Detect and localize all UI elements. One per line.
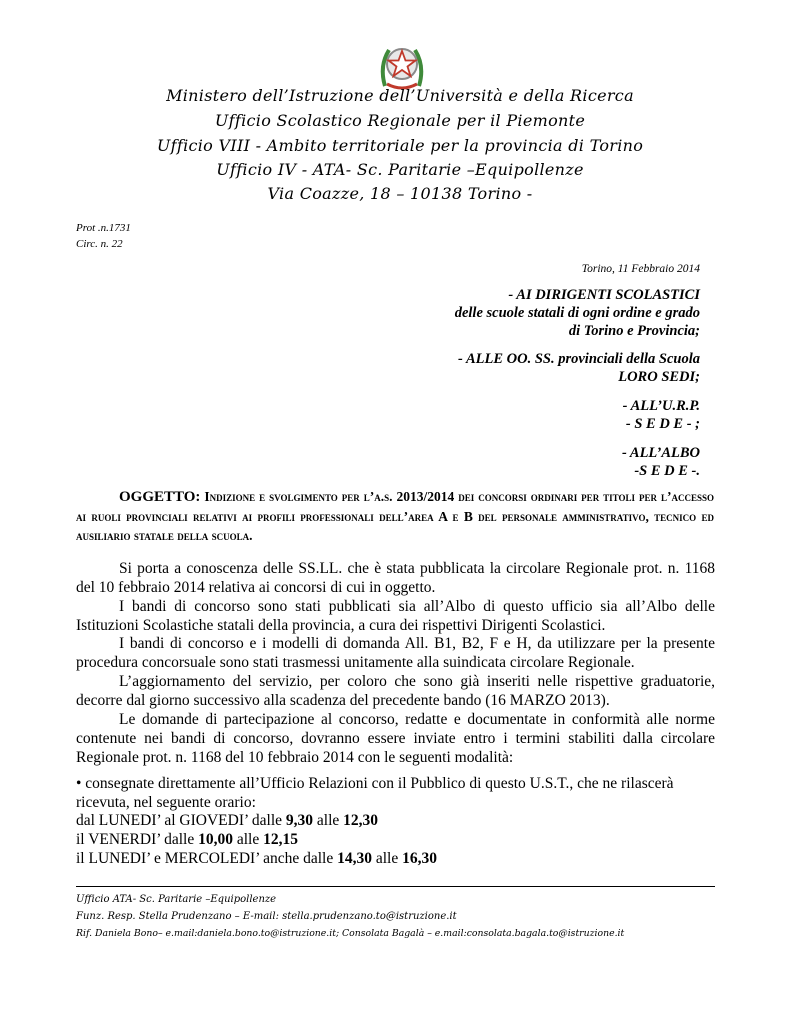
recipient-line: di Torino e Provincia;: [568, 323, 700, 339]
office-hours-row: [76, 831, 736, 850]
footer-divider: [76, 886, 715, 887]
delivery-method-bullet: • consegnate direttamente all’Ufficio Relazioni con il Pubblico di questo U.S.T., che ne rilascerà ricevuta, nel seguente orario:: [76, 775, 674, 811]
office-hours: [76, 812, 736, 868]
hours-to: 16,30: [402, 849, 437, 867]
hours-to-word: alle: [372, 849, 403, 867]
protocol-number: Prot .n.1731: [76, 222, 131, 234]
recipient-albo: [622, 444, 700, 480]
header-ministry: Ministero dell’Istruzione dell’Università e della Ricerca: [166, 86, 634, 105]
recipient-line: - AI DIRIGENTI SCOLASTICI: [508, 287, 700, 303]
body-paragraph-4: L’aggiornamento del servizio, per coloro che sono già inseriti nelle rispettive graduatorie, decorre dal giorno successivo alla scadenza del precedente bando (16 MARZO 2013).: [76, 673, 715, 709]
circular-number: Circ. n. 22: [76, 238, 123, 250]
letter-date: Torino, 11 Febbraio 2014: [581, 263, 700, 275]
recipient-line: - ALLE OO. SS. provinciali della Scuola: [458, 351, 700, 367]
recipient-line: - ALL’ALBO: [621, 445, 700, 461]
recipient-school-heads: [455, 286, 700, 340]
subject-label: OGGETTO:: [119, 489, 201, 505]
recipient-line: -S E D E -.: [634, 463, 700, 479]
recipient-line: - ALL’U.R.P.: [622, 398, 700, 414]
footer-references: Rif. Daniela Bono– e.mail:daniela.bono.to@istruzione.it; Consolata Bagalà – e.mail:consolata.bagala.to@istruzione.it: [76, 928, 625, 939]
recipient-unions: [458, 350, 700, 386]
hours-from: 10,00: [198, 830, 233, 848]
hours-days: il VENERDI’ dalle: [76, 830, 199, 848]
header-office-iv: Ufficio IV - ATA- Sc. Paritarie –Equipollenze: [216, 160, 584, 179]
recipient-line: LORO SEDI;: [618, 369, 700, 385]
recipient-line: - S E D E - ;: [625, 416, 700, 432]
hours-days: il LUNEDI’ e MERCOLEDI’ anche dalle: [76, 849, 338, 867]
recipient-urp: [623, 397, 700, 433]
body-paragraph-3: I bandi di concorso e i modelli di domanda All. B1, B2, F e H, da utilizzare per la presente procedura concorsuale sono stati trasmessi unitamente alla suindicata circolare Regionale.: [76, 635, 715, 671]
body-paragraph-2: I bandi di concorso sono stati pubblicati sia all’Albo di questo ufficio sia all’Albo delle Istituzioni Scolastiche statali della provincia, a cura dei rispettivi Dirigenti Scolastici.: [76, 598, 715, 634]
header-regional-office: Ufficio Scolastico Regionale per il Piemonte: [214, 111, 586, 130]
header-office-viii: Ufficio VIII - Ambito territoriale per la provincia di Torino: [156, 136, 644, 155]
footer-responsible: Funz. Resp. Stella Prudenzano – E-mail: stella.prudenzano.to@istruzione.it: [76, 911, 457, 922]
hours-to-word: alle: [232, 830, 264, 848]
header-address: Via Coazze, 18 – 10138 Torino -: [267, 184, 533, 203]
subject-text: Indizione e svolgimento per l’a.s. 2013/2014 dei concorsi ordinari per titoli per l’accesso ai ruoli provinciali relativi ai profili professionali dell’area A e B del personale amministrativo, tecnico ed ausiliario statale della scuola.: [76, 489, 714, 543]
office-hours-row: [76, 812, 736, 831]
office-hours-row: [76, 850, 736, 869]
body-paragraph-5: Le domande di partecipazione al concorso, redatte e documentate in conformità alle norme contenute nei bandi di concorso, dovranno essere inviate entro i termini stabiliti dalla circolare Regionale prot. n. 1168 del 10 febbraio 2014 con le seguenti modalità:: [76, 711, 715, 766]
hours-from: 9,30: [285, 812, 314, 829]
hours-to: 12,15: [263, 830, 298, 848]
hours-days: dal LUNEDI’ al GIOVEDI’ dalle: [76, 812, 286, 829]
footer-office: Ufficio ATA- Sc. Paritarie –Equipollenze: [76, 894, 277, 905]
body-paragraph-1: Si porta a conoscenza delle SS.LL. che è stata pubblicata la circolare Regionale prot. n. 1168 del 10 febbraio 2014 relativa ai concorsi di cui in oggetto.: [76, 560, 715, 596]
hours-to: 12,30: [343, 812, 379, 829]
hours-from: 14,30: [337, 849, 372, 867]
subject: [76, 487, 714, 545]
recipient-line: delle scuole statali di ogni ordine e grado: [454, 305, 700, 321]
hours-to-word: alle: [313, 812, 344, 829]
